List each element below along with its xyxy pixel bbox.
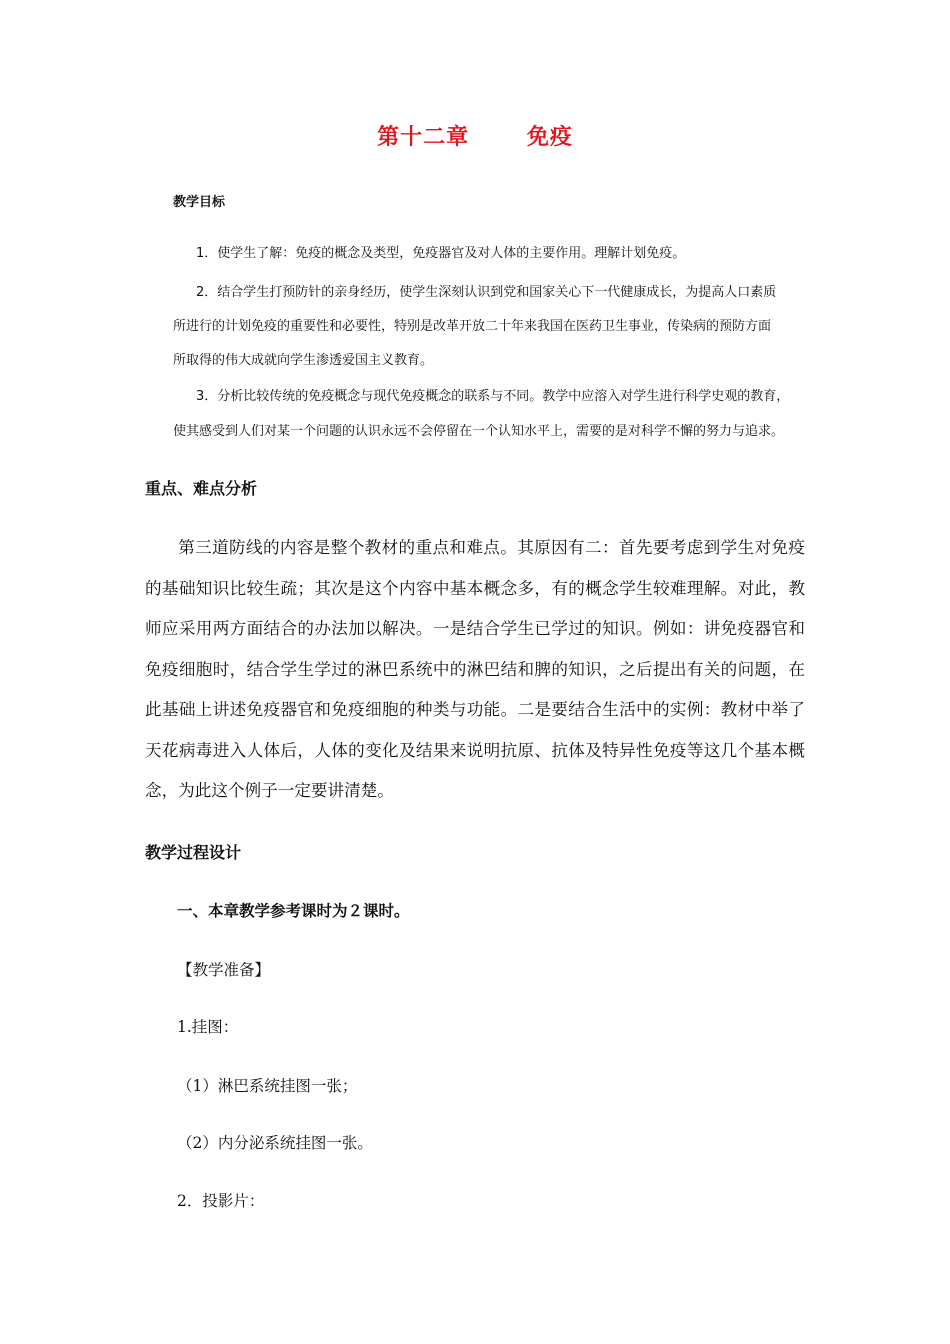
objective-line: 2．结合学生打预防针的亲身经历，使学生深刻认识到党和国家关心下一代健康成长，为提高人口素质 bbox=[196, 285, 777, 300]
objectives-heading: 教学目标 bbox=[173, 195, 226, 210]
objective-line: 所取得的伟大成就向学生渗透爱国主义教育。 bbox=[173, 353, 434, 368]
process-heading: 教学过程设计 bbox=[145, 843, 242, 862]
wall-chart-item: （2）内分泌系统挂图一张。 bbox=[177, 1134, 373, 1152]
wall-charts-label: 1.挂图： bbox=[177, 1018, 239, 1036]
objective-line: 1．使学生了解：免疫的概念及类型，免疫器官及对人体的主要作用。理解计划免疫。 bbox=[196, 246, 686, 261]
key-points-heading: 重点、难点分析 bbox=[145, 479, 258, 498]
objective-line: 所进行的计划免疫的重要性和必要性，特别是改革开放二十年来我国在医药卫生事业，传染病的预防方面 bbox=[173, 319, 772, 334]
page-title: 第十二章 免疫 bbox=[377, 125, 573, 150]
key-points-paragraph: 第三道防线的内容是整个教材的重点和难点。其原因有二：首先要考虑到学生对免疫的基础知识比较生疏；其次是这个内容中基本概念多，有的概念学生较难理解。对此，教师应采用两方面结合的办法加以解决。一是结合学生已学过的知识。例如：讲免疫器官和免疫细胞时，结合学生学过的淋巴系统中的淋巴结和脾的知识，之后提出有关的问题，在此基础上讲述免疫器官和免疫细胞的种类与功能。二是要结合生活中的实例：教材中举了天花病毒进入人体后，人体的变化及结果来说明抗原、抗体及特异性免疫等这几个基本概念，为此这个例子一定要讲清楚。 bbox=[145, 538, 805, 800]
objective-line: 3．分析比较传统的免疫概念与现代免疫概念的联系与不同。教学中应溶入对学生进行科学史观的教育， bbox=[196, 389, 790, 404]
preparation-heading: 【教学准备】 bbox=[177, 961, 271, 979]
slides-label: 2．投影片： bbox=[177, 1192, 265, 1210]
objective-line: 使其感受到人们对某一个问题的认识永远不会停留在一个认知水平上，需要的是对科学不懈的努力与追求。 bbox=[173, 424, 785, 439]
process-item-1: 一、本章教学参考课时为２课时。 bbox=[177, 901, 410, 920]
wall-chart-item: （1）淋巴系统挂图一张； bbox=[177, 1077, 358, 1095]
